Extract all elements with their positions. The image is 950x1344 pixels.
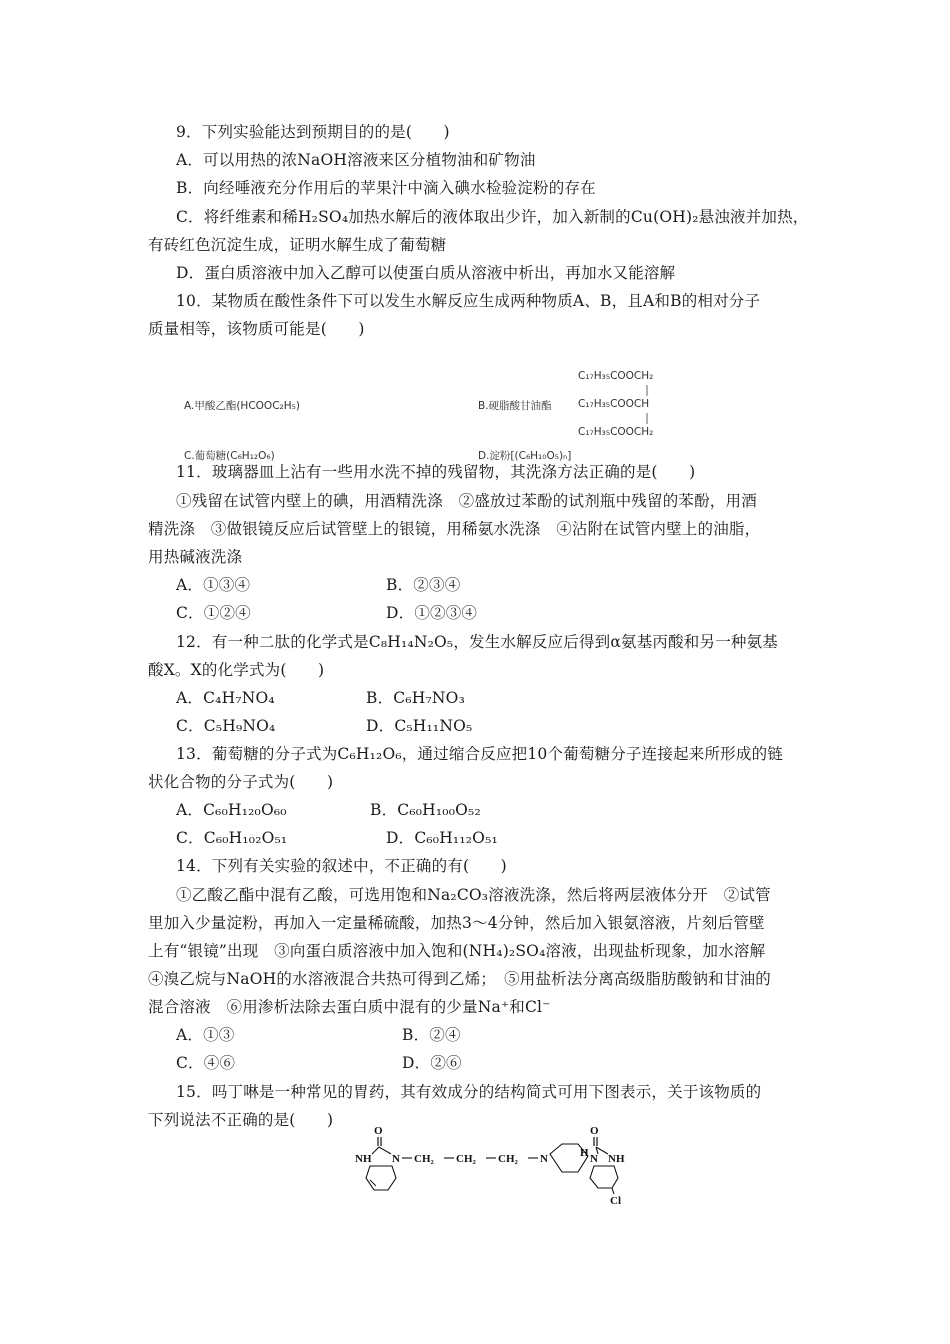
q10-option-a: A.甲酸乙酯(HCOOC₂H₅)	[184, 400, 300, 412]
q15-stem-line1: 15．吗丁啉是一种常见的胃药，其有效成分的结构简式可用下图表示，关于该物质的	[176, 1083, 762, 1101]
q12-option-b: B．C₆H₇NO₃	[366, 689, 465, 707]
q9-stem: 9．下列实验能达到预期目的的是( )	[176, 123, 450, 141]
right-n: N	[590, 1153, 598, 1165]
q12-option-c: C．C₅H₉NO₄	[176, 717, 276, 735]
q11-line1: ①残留在试管内壁上的碘，用酒精洗涤 ②盛放过苯酚的试剂瓶中残留的苯酚，用酒	[176, 492, 757, 510]
q9-option-d: D．蛋白质溶液中加入乙醇可以使蛋白质从溶液中析出，再加水又能溶解	[176, 264, 676, 282]
q13-option-c: C．C₆₀H₁₀₂O₅₁	[176, 829, 288, 847]
chain-ch2-3: CH₂	[498, 1153, 518, 1165]
q14-stem: 14．下列有关实验的叙述中，不正确的有( )	[176, 857, 507, 875]
q12-stem-line2: 酸X。X的化学式为( )	[148, 661, 325, 679]
q9-option-c-line1: C．将纤维素和稀H₂SO₄加热水解后的液体取出少许，加入新制的Cu(OH)₂悬浊液并加热，	[176, 208, 809, 226]
q15-stem-line2: 下列说法不正确的是( )	[148, 1111, 334, 1129]
q10-option-b: B.硬脂酸甘油酯	[478, 400, 552, 412]
q10-option-c: C.葡萄糖(C₆H₁₂O₆)	[184, 450, 275, 462]
q14-line4: ④溴乙烷与NaOH的水溶液混合共热可得到乙烯； ⑤用盐析法分离高级脂肪酸钠和甘油的	[148, 970, 771, 988]
domperidone-structure	[350, 1122, 650, 1206]
q13-option-a: A．C₆₀H₁₂₀O₆₀	[176, 801, 287, 819]
chain-ch2-2: CH₂	[456, 1153, 476, 1165]
q13-stem-line2: 状化合物的分子式为( )	[148, 773, 334, 791]
q13-option-d: D．C₆₀H₁₁₂O₅₁	[386, 829, 498, 847]
q10-option-b-row3: C₁₇H₃₅COOCH₂	[578, 426, 654, 438]
q10-options-figure	[176, 360, 696, 472]
right-carbonyl-o: O	[590, 1125, 599, 1137]
left-carbonyl-o: O	[374, 1125, 383, 1137]
q11-line2: 精洗涤 ③做银镜反应后试管壁上的银镜，用稀氨水洗涤 ④沾附在试管内壁上的油脂，	[148, 520, 761, 538]
q10-stem-line2: 质量相等，该物质可能是( )	[148, 320, 365, 338]
q10-option-d: D.淀粉[(C₆H₁₀O₅)ₙ]	[478, 450, 572, 462]
q9-option-b: B．向经唾液充分作用后的苹果汁中滴入碘水检验淀粉的存在	[176, 179, 596, 197]
q11-option-a: A．①③④	[176, 576, 251, 594]
q10-stem-line1: 10．某物质在酸性条件下可以发生水解反应生成两种物质A、B，且A和B的相对分子	[176, 292, 761, 310]
q14-line1: ①乙酸乙酯中混有乙酸，可选用饱和Na₂CO₃溶液洗涤，然后将两层液体分开 ②试管	[176, 886, 771, 904]
q14-option-c: C．④⑥	[176, 1054, 236, 1072]
q14-line3: 上有“银镜”出现 ③向蛋白质溶液中加入饱和(NH₄)₂SO₄溶液，出现盐析现象，加水溶解	[148, 942, 766, 960]
q9-option-a: A．可以用热的浓NaOH溶液来区分植物油和矿物油	[176, 151, 536, 169]
q12-option-d: D．C₅H₁₁NO₅	[366, 717, 473, 735]
right-nh: NH	[608, 1153, 625, 1165]
q14-option-a: A．①③	[176, 1026, 235, 1044]
q11-option-b: B．②③④	[386, 576, 461, 594]
spiro-h: H	[580, 1147, 589, 1159]
q13-stem-line1: 13．葡萄糖的分子式为C₆H₁₂O₆，通过缩合反应把10个葡萄糖分子连接起来所形成的链	[176, 745, 783, 763]
chloro-substituent: Cl	[610, 1195, 621, 1206]
q11-line3: 用热碱液洗涤	[148, 548, 243, 566]
piperidine-n: N	[540, 1153, 548, 1165]
q11-option-d: D．①②③④	[386, 604, 478, 622]
q14-option-b: B．②④	[402, 1026, 461, 1044]
left-nh: NH	[355, 1153, 372, 1165]
q13-option-b: B．C₆₀H₁₀₀O₅₂	[370, 801, 481, 819]
chain-ch2-1: CH₂	[414, 1153, 434, 1165]
q12-option-a: A．C₄H₇NO₄	[176, 689, 275, 707]
q14-line5: 混合溶液 ⑥用渗析法除去蛋白质中混有的少量Na⁺和Cl⁻	[148, 998, 551, 1016]
q14-line2: 里加入少量淀粉，再加入一定量稀硫酸，加热3～4分钟，然后加入银氨溶液，片刻后管壁	[148, 914, 765, 932]
q11-stem: 11．玻璃器皿上沾有一些用水洗不掉的残留物，其洗涤方法正确的是( )	[176, 463, 696, 481]
q12-stem-line1: 12．有一种二肽的化学式是C₈H₁₄N₂O₅，发生水解反应后得到α氨基丙酸和另一种氨基	[176, 633, 779, 651]
left-n: N	[392, 1153, 400, 1165]
q14-option-d: D．②⑥	[402, 1054, 462, 1072]
q11-option-c: C．①②④	[176, 604, 251, 622]
q9-option-c-line2: 有砖红色沉淀生成，证明水解生成了葡萄糖	[148, 236, 447, 254]
q10-option-b-row1: C₁₇H₃₅COOCH₂	[578, 370, 654, 382]
q10-option-b-row2: C₁₇H₃₅COOCH	[578, 398, 650, 410]
